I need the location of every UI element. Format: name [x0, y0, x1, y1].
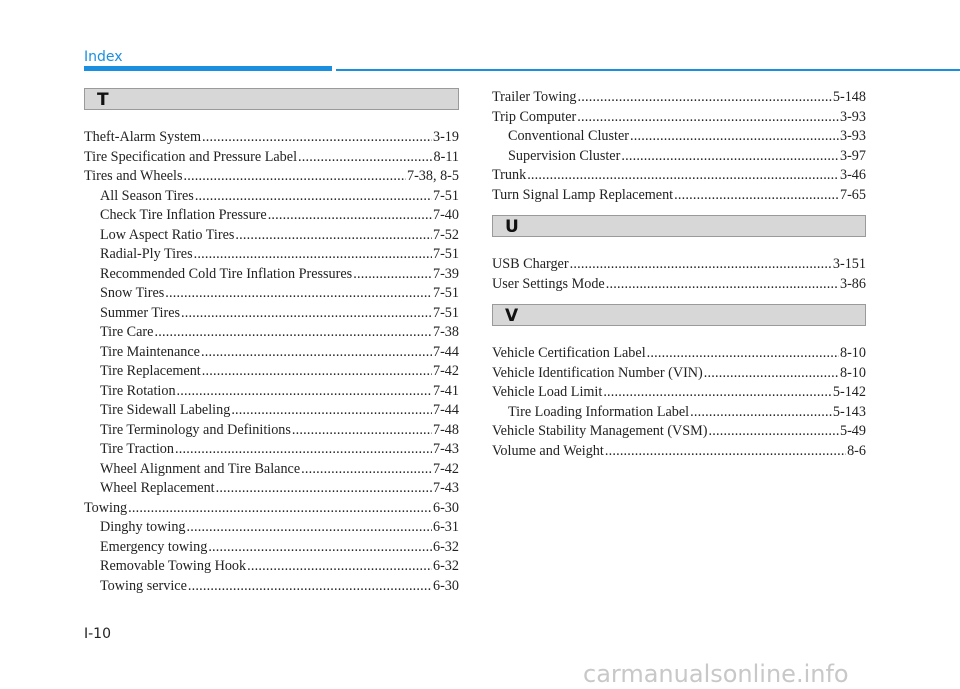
index-entry-list-t — [84, 128, 459, 596]
index-entry-list-t-continued — [492, 88, 866, 205]
dot-leader — [353, 265, 432, 285]
index-entry-name: Trip Computer — [492, 108, 577, 125]
index-entry-name: Summer Tires — [100, 304, 181, 321]
dot-leader — [208, 538, 432, 558]
dot-leader — [154, 323, 432, 343]
index-entry-name: Vehicle Stability Management (VSM) — [492, 423, 708, 439]
index-entry-page: 3-97 — [839, 147, 866, 164]
dot-leader — [603, 383, 832, 403]
index-entry-name: Supervision Cluster — [508, 147, 621, 164]
section-header-t — [84, 88, 459, 110]
index-entry-page: 7-42 — [432, 363, 459, 379]
index-entry-page: 8-10 — [839, 364, 866, 381]
dot-leader — [231, 401, 432, 421]
index-entry-name: Vehicle Certification Label — [492, 345, 646, 361]
index-entry — [84, 479, 459, 499]
dot-leader — [709, 422, 839, 442]
section-header-u — [492, 215, 866, 237]
dot-leader — [578, 88, 832, 108]
index-entry-name: Tire Maintenance — [100, 343, 200, 360]
section-letter: U — [505, 217, 519, 237]
index-entry-name: Removable Towing Hook — [100, 558, 247, 574]
index-entry — [84, 421, 459, 441]
index-entry — [84, 343, 459, 363]
index-entry — [84, 440, 459, 460]
index-entry-name: Vehicle Identification Number (VIN) — [492, 364, 703, 381]
index-entry-name: Tire Replacement — [100, 363, 201, 379]
dot-leader — [128, 499, 432, 519]
index-entry-page: 7-44 — [432, 343, 459, 360]
index-entry-name: USB Charger — [492, 256, 569, 272]
index-entry — [84, 499, 459, 519]
index-entry-name: Tire Rotation — [100, 382, 176, 399]
index-entry — [84, 128, 459, 148]
dot-leader — [184, 167, 406, 187]
index-entry-page: 7-48 — [432, 421, 459, 438]
index-entry-page: 8-11 — [433, 148, 459, 165]
index-entry — [492, 403, 866, 423]
index-entry-page: 7-51 — [432, 187, 459, 204]
index-entry-page: 3-19 — [432, 129, 459, 145]
index-entry — [492, 108, 866, 128]
index-entry-name: Turn Signal Lamp Replacement — [492, 186, 674, 203]
section-header-v — [492, 304, 866, 326]
index-entry-page: 7-51 — [432, 304, 459, 321]
dot-leader — [268, 206, 432, 226]
index-entry — [492, 364, 866, 384]
index-entry — [492, 275, 866, 295]
dot-leader — [577, 108, 839, 128]
dot-leader — [175, 440, 432, 460]
index-column-right — [492, 88, 866, 461]
index-entry — [84, 167, 459, 187]
index-entry-name: Tire Traction — [100, 441, 174, 457]
index-entry-name: Towing service — [100, 577, 187, 594]
index-entry-name: Tires and Wheels — [84, 168, 183, 184]
index-entry-page: 8-6 — [847, 442, 866, 459]
index-entry — [84, 206, 459, 226]
index-entry — [84, 557, 459, 577]
index-entry-page: 5-143 — [832, 403, 866, 420]
dot-leader — [202, 362, 432, 382]
dot-leader — [704, 364, 839, 384]
index-entry-page: 3-93 — [839, 108, 866, 125]
index-entry-page: 7-43 — [432, 441, 459, 457]
index-entry-page: 6-30 — [432, 499, 459, 516]
index-entry — [84, 148, 459, 168]
index-entry-page: 6-31 — [432, 519, 459, 535]
index-entry — [492, 127, 866, 147]
index-entry-page: 6-30 — [432, 577, 459, 594]
dot-leader — [194, 245, 432, 265]
header-rule-thick — [84, 66, 332, 71]
dot-leader — [605, 442, 846, 462]
index-entry-page: 5-142 — [832, 384, 866, 400]
index-entry — [492, 255, 866, 275]
index-entry — [492, 442, 866, 462]
index-entry — [84, 362, 459, 382]
dot-leader — [187, 518, 432, 538]
index-entry-page: 3-46 — [839, 167, 866, 183]
dot-leader — [647, 344, 839, 364]
index-entry-name: Volume and Weight — [492, 442, 604, 459]
dot-leader — [202, 128, 432, 148]
index-entry — [492, 166, 866, 186]
index-entry-page: 3-93 — [839, 128, 866, 144]
header-rule-thin — [336, 69, 960, 71]
index-entry-page: 6-32 — [432, 558, 459, 574]
index-entry-page: 7-51 — [432, 246, 459, 262]
dot-leader — [181, 304, 432, 324]
index-entry-name: Wheel Alignment and Tire Balance — [100, 460, 301, 477]
index-entry-page: 5-148 — [832, 89, 866, 105]
section-letter: V — [505, 306, 519, 326]
dot-leader — [292, 421, 432, 441]
dot-leader — [621, 147, 839, 167]
index-entry — [492, 147, 866, 167]
index-entry — [84, 518, 459, 538]
index-entry-name: Tire Terminology and Definitions — [100, 421, 291, 438]
index-entry — [492, 344, 866, 364]
index-entry-name: Trailer Towing — [492, 89, 577, 105]
index-entry-name: Wheel Replacement — [100, 480, 215, 496]
index-entry-name: Emergency towing — [100, 538, 208, 555]
index-entry — [84, 187, 459, 207]
index-entry-name: Theft-Alarm System — [84, 129, 202, 145]
index-entry-page: 7-42 — [432, 460, 459, 477]
index-entry — [84, 401, 459, 421]
index-entry — [84, 382, 459, 402]
index-entry — [84, 577, 459, 597]
index-entry — [84, 265, 459, 285]
index-entry — [84, 304, 459, 324]
dot-leader — [177, 382, 432, 402]
index-entry-name: Snow Tires — [100, 285, 165, 301]
index-entry — [84, 245, 459, 265]
index-entry-name: Check Tire Inflation Pressure — [100, 207, 267, 223]
index-entry-name: Tire Loading Information Label — [508, 403, 690, 420]
index-entry-name: User Settings Mode — [492, 275, 605, 292]
dot-leader — [630, 127, 839, 147]
index-entry — [84, 460, 459, 480]
index-entry-name: Towing — [84, 499, 128, 516]
dot-leader — [527, 166, 839, 186]
index-entry-name: Tire Sidewall Labeling — [100, 402, 231, 418]
index-entry — [492, 422, 866, 442]
index-entry-page: 3-86 — [839, 275, 866, 292]
watermark: carmanualsonline.info — [583, 660, 849, 688]
index-entry-page: 7-65 — [839, 186, 866, 203]
dot-leader — [201, 343, 432, 363]
dot-leader — [690, 403, 832, 423]
index-entry-name: Low Aspect Ratio Tires — [100, 226, 235, 243]
index-entry-page: 7-39 — [432, 265, 459, 282]
index-entry-name: Recommended Cold Tire Inflation Pressures — [100, 265, 353, 282]
index-entry-name: Tire Specification and Pressure Label — [84, 148, 298, 165]
index-entry — [84, 323, 459, 343]
section-letter: T — [97, 90, 109, 110]
index-entry-page: 7-43 — [432, 480, 459, 496]
dot-leader — [235, 226, 432, 246]
index-entry-list-v — [492, 344, 866, 461]
dot-leader — [606, 275, 839, 295]
index-entry-page: 6-32 — [432, 538, 459, 555]
dot-leader — [674, 186, 839, 206]
index-entry-name: Trunk — [492, 167, 527, 183]
index-entry-page: 7-38 — [432, 324, 459, 340]
index-entry-page: 3-151 — [832, 256, 866, 272]
page-number: I-10 — [84, 626, 111, 642]
index-column-left — [84, 88, 459, 596]
index-entry-name: Vehicle Load Limit — [492, 384, 603, 400]
page-header-title: Index — [84, 49, 123, 65]
index-entry-name: Tire Care — [100, 324, 154, 340]
index-entry — [492, 186, 866, 206]
index-entry — [84, 538, 459, 558]
index-entry-page: 7-41 — [432, 382, 459, 399]
dot-leader — [301, 460, 432, 480]
index-entry — [84, 284, 459, 304]
index-entry — [84, 226, 459, 246]
index-entry-list-u — [492, 255, 866, 294]
index-entry-page: 7-51 — [432, 285, 459, 301]
index-entry — [492, 383, 866, 403]
index-entry-page: 8-10 — [839, 345, 866, 361]
index-entry-page: 7-38, 8-5 — [406, 168, 459, 184]
index-entry — [492, 88, 866, 108]
index-entry-name: All Season Tires — [100, 187, 194, 204]
dot-leader — [298, 148, 432, 168]
index-entry-page: 7-44 — [432, 402, 459, 418]
index-entry-name: Dinghy towing — [100, 519, 186, 535]
dot-leader — [216, 479, 432, 499]
index-entry-page: 7-52 — [432, 226, 459, 243]
index-entry-name: Radial-Ply Tires — [100, 246, 193, 262]
index-entry-name: Conventional Cluster — [508, 128, 629, 144]
index-entry-page: 7-40 — [432, 207, 459, 223]
dot-leader — [570, 255, 832, 275]
dot-leader — [165, 284, 432, 304]
index-entry-page: 5-49 — [839, 423, 866, 439]
dot-leader — [188, 577, 432, 597]
dot-leader — [195, 187, 432, 207]
dot-leader — [247, 557, 432, 577]
